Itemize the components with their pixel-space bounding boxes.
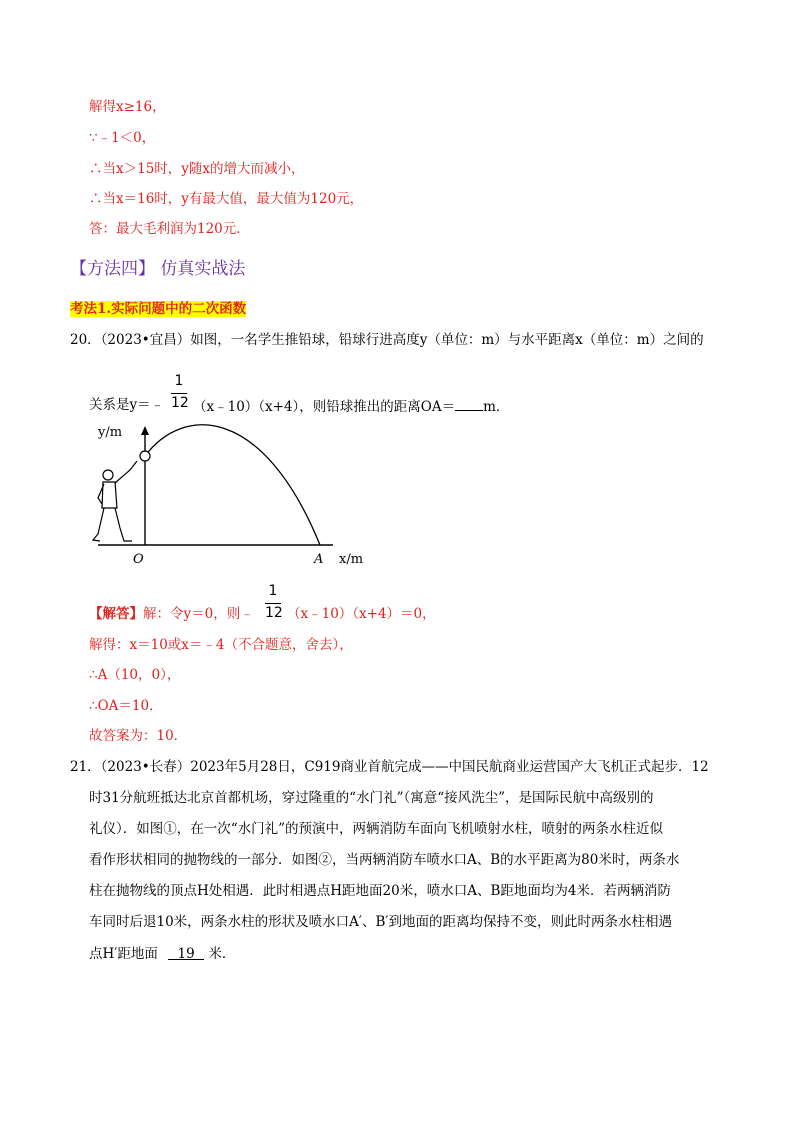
prev-solution-line-4: ∴当x＝16时，y有最大值，最大值为120元， [89, 191, 364, 207]
y-axis-arrow [141, 426, 149, 435]
x-axis-label: x/m [339, 552, 364, 567]
q20-answer-fraction-numerator: 1 [268, 583, 278, 599]
q20-answer-line-5: 故答案为：10． [89, 728, 188, 744]
q20-answer-line-1-a-text: 解：令y＝0，则﹣ [143, 606, 254, 622]
q20-line-2-b [193, 395, 509, 417]
q21-line-2: 时31分航班抵达北京首都机场，穿过隆重的“水门礼”（寓意“接风洗尘”，是国际民航中高级别的 [89, 790, 654, 806]
q20-line-2-b-text: （x﹣10）（x+4），则铅球推出的距离OA＝ [193, 399, 456, 415]
q21-line-6: 车同时后退10米，两条水柱的形状及喷水口A′、B′到地面的距离均保持不变，则此时两条水柱相遇 [89, 914, 672, 930]
prev-solution-line-3: ∴当x＞15时，y随x的增大而减小， [89, 161, 305, 177]
student-figure [93, 461, 137, 541]
q20-line-1: 20．（2023•宜昌）如图，一名学生推铅球，铅球行进高度y（单位：m）与水平距离x（单位：m）之间的 [70, 332, 704, 348]
q20-answer-line-1-a [89, 604, 254, 624]
q20-line-2-a: 关系是y＝﹣ [89, 397, 165, 413]
q20-answer-line-3: ∴A（10，0）， [89, 667, 181, 683]
topic-header [70, 299, 246, 319]
prev-solution-line-1: 解得x≥16， [89, 99, 166, 115]
method-header: 【方法四】 仿真实战法 [70, 259, 246, 279]
q20-line-2-c: m． [483, 399, 510, 415]
prev-solution-line-2: ∵﹣1＜0， [89, 130, 156, 146]
q21-answer: 19 [168, 944, 204, 960]
q21-line-3: 礼仪）．如图①，在一次“水门礼”的预演中，两辆消防车面向飞机喷射水柱，喷射的两条水柱近似 [89, 821, 664, 837]
q21-line-4: 看作形状相同的抛物线的一部分．如图②，当两辆消防车喷水口A、B的水平距离为80米时，两条水 [89, 852, 680, 868]
topic-header-text: 考法1.实际问题中的二次函数 [70, 301, 247, 317]
q21-line-5: 柱在抛物线的顶点H处相遇．此时相遇点H距地面20米，喷水口A、B距地面均为4米．若两辆消防 [89, 883, 671, 899]
q20-answer-line-4: ∴OA＝10． [89, 698, 163, 714]
q20-answer-line-1-b: （x﹣10）（x+4）＝0， [287, 606, 436, 622]
point-a-label: A [314, 552, 324, 567]
q21-line-7-a: 点H′距地面 [89, 946, 158, 962]
q21-line-7 [89, 944, 235, 964]
trajectory-curve [145, 425, 320, 545]
q21-line-1: 21．（2023•长春）2023年5月28日，C919商业首航完成——中国民航商业运营国产大飞机正式起步．12 [70, 759, 709, 775]
q20-answer-line-2: 解得：x＝10或x＝﹣4（不合题意，舍去）， [89, 637, 353, 653]
origin-label: O [133, 552, 144, 567]
q20-answer-fraction-bar [265, 603, 281, 604]
prev-solution-line-5: 答：最大毛利润为120元． [89, 221, 250, 237]
q20-answer-blank [455, 395, 483, 411]
answer-tag: 【解答】 [89, 606, 143, 622]
q20-fraction-bar [171, 393, 187, 394]
shot-ball [140, 451, 150, 461]
q20-figure [88, 420, 388, 570]
y-axis-label: y/m [98, 425, 123, 440]
q20-fraction-denominator: 12 [171, 395, 189, 411]
q20-answer-fraction-denominator: 12 [265, 605, 283, 621]
q21-line-7-b: 米． [208, 946, 236, 962]
q20-fraction-numerator: 1 [174, 373, 184, 389]
